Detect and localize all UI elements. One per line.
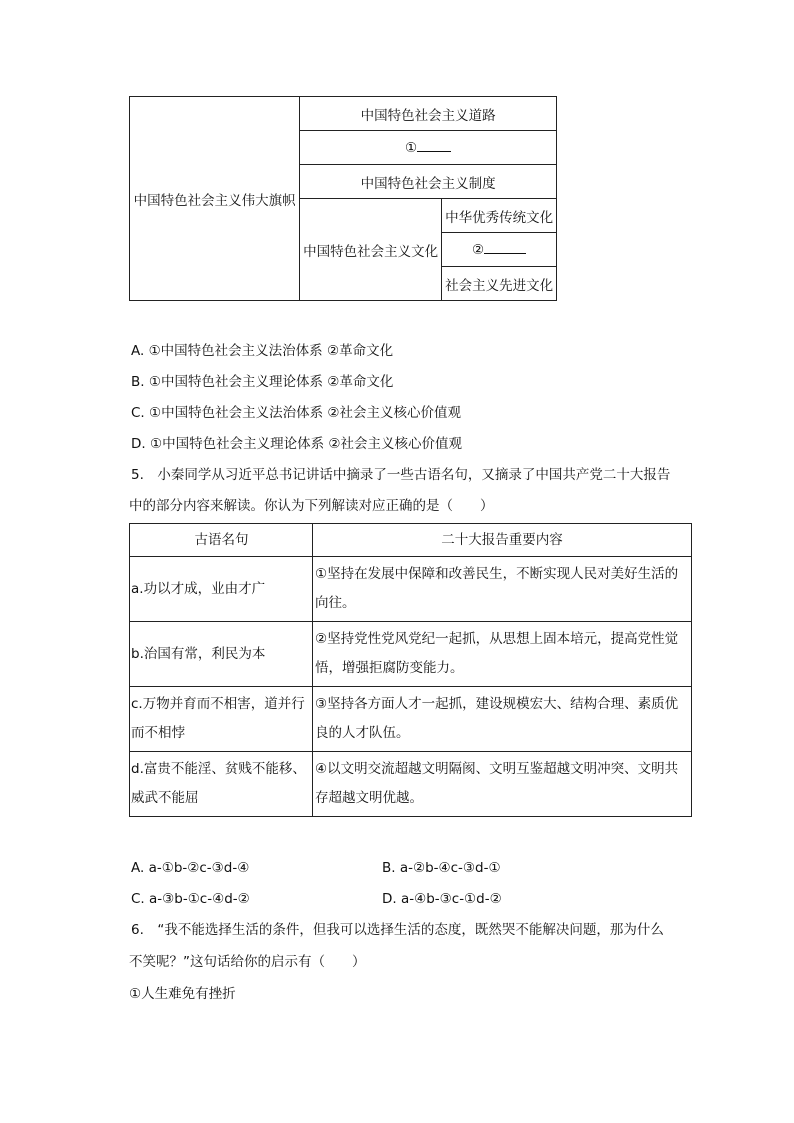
blank-line-2 (484, 241, 526, 254)
quote-text: b.治国有常，利民为本 (131, 645, 266, 662)
quotes-table (129, 523, 692, 817)
content-text: 存超越文明优越。 (315, 790, 423, 806)
table-header: 古语名句 (130, 524, 313, 557)
table-row (130, 622, 692, 687)
option-a[interactable]: A. a-①b-②c-③d-④ (131, 860, 250, 876)
table-cell-system: 中国特色社会主义制度 (300, 165, 557, 199)
option-a[interactable]: A. ①中国特色社会主义法治体系 ②革命文化 (131, 343, 394, 359)
option-d[interactable]: D. a-④b-③c-①d-② (382, 891, 502, 907)
quote-cell (130, 622, 313, 687)
quote-text: 而不相悖 (131, 725, 185, 741)
content-text: ②坚持党性党风党纪一起抓，从思想上固本培元，提高党性觉 (315, 631, 679, 647)
question-5-text: 5. 小秦同学从习近平总书记讲话中摘录了一些古语名句，又摘录了中国共产党二十大报告 (131, 467, 671, 483)
content-text: ③坚持各方面人才一起抓，建设规模宏大、结构合理、素质优 (315, 696, 679, 712)
content-text: 悟，增强拒腐防变能力。 (315, 660, 464, 676)
quote-text: a.功以才成，业由才广 (131, 580, 266, 597)
question-6-text-cont: 不笑呢？”这句话给你的启示有（ ） (129, 954, 366, 970)
table-cell-culture-item-blank (442, 233, 557, 267)
table-cell-road: 中国特色社会主义道路 (300, 97, 557, 131)
blank-line-1 (417, 139, 451, 152)
table-row (130, 752, 692, 817)
content-cell (313, 622, 692, 687)
content-text: 良的人才队伍。 (315, 725, 410, 741)
content-text: ④以文明交流超越文明隔阂、文明互鉴超越文明冲突、文明共 (315, 761, 679, 777)
quote-text: c.万物并育而不相害，道并行 (131, 696, 305, 712)
content-text: 向往。 (315, 595, 356, 611)
content-cell (313, 557, 692, 622)
question-5-text-cont: 中的部分内容来解读。你认为下列解读对应正确的是（ ） (129, 498, 494, 514)
quote-text: d.富贵不能淫、贫贱不能移、 (131, 761, 306, 777)
question-6-item-1: ①人生难免有挫折 (129, 986, 236, 1002)
content-text: ①坚持在发展中保障和改善民生，不断实现人民对美好生活的 (315, 566, 679, 582)
table-cell-culture-item: 社会主义先进文化 (442, 267, 557, 301)
content-cell (313, 687, 692, 752)
table-cell-blank-1 (300, 131, 557, 165)
culture-structure-table (129, 96, 557, 301)
option-c[interactable]: C. ①中国特色社会主义法治体系 ②社会主义核心价值观 (131, 405, 462, 421)
quote-cell (130, 557, 313, 622)
option-c[interactable]: C. a-③b-①c-④d-② (131, 891, 250, 907)
quote-text: 威武不能屈 (131, 790, 199, 806)
question-6-text: 6. “我不能选择生活的条件，但我可以选择生活的态度，既然哭不能解决问题，那为什么 (131, 922, 664, 938)
table-cell-culture: 中国特色社会主义文化 (300, 199, 442, 301)
blank-label-1: ① (405, 140, 418, 156)
option-b[interactable]: B. a-②b-④c-③d-① (382, 860, 501, 876)
table-cell-root: 中国特色社会主义伟大旗帜 (130, 97, 300, 301)
option-b[interactable]: B. ①中国特色社会主义理论体系 ②革命文化 (131, 374, 394, 390)
table-cell-culture-item: 中华优秀传统文化 (442, 199, 557, 233)
quote-cell (130, 752, 313, 817)
quote-cell (130, 687, 313, 752)
option-d[interactable]: D. ①中国特色社会主义理论体系 ②社会主义核心价值观 (131, 436, 462, 452)
content-cell (313, 752, 692, 817)
table-header: 二十大报告重要内容 (313, 524, 692, 557)
blank-label-2: ② (472, 242, 485, 258)
table-row (130, 557, 692, 622)
table-row (130, 687, 692, 752)
